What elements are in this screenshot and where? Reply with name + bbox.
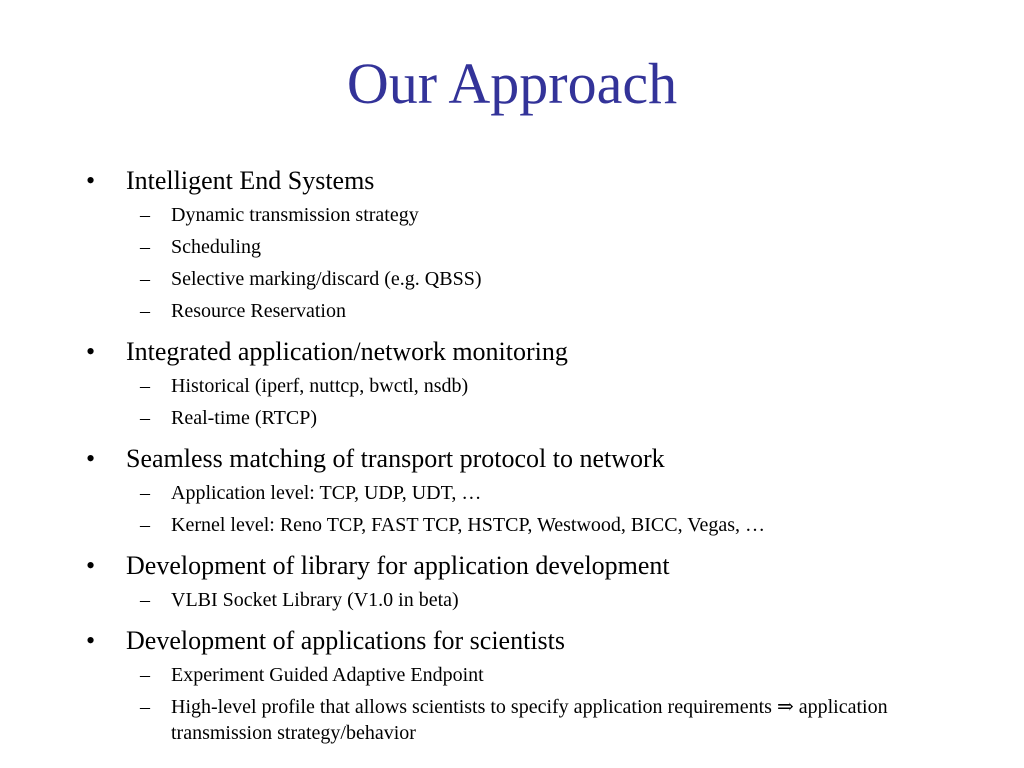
sub-bullet-text: Selective marking/discard (e.g. QBSS) <box>171 268 482 290</box>
bullet-text: Development of library for application development <box>126 551 670 580</box>
bullet-text: Seamless matching of transport protocol to network <box>126 444 665 473</box>
sub-bullet-text: Historical (iperf, nuttcp, bwctl, nsdb) <box>171 375 469 397</box>
sub-bullet-text: Dynamic transmission strategy <box>171 204 419 226</box>
sub-bullet-text: VLBI Socket Library (V1.0 in beta) <box>171 589 459 611</box>
sub-bullet-item <box>86 266 986 292</box>
dash-marker: – <box>140 407 150 429</box>
sub-bullet-text: Real-time (RTCP) <box>171 407 317 429</box>
dash-marker: – <box>140 236 150 258</box>
bullet-item <box>86 337 986 367</box>
sub-bullet-text: Scheduling <box>171 236 261 258</box>
bullet-item <box>86 444 986 474</box>
sub-bullet-text: High-level profile that allows scientists to specify application requirements ⇒ application transmission strategy/behavior <box>171 696 888 744</box>
sub-bullet-item <box>86 298 986 324</box>
dash-marker: – <box>140 696 150 718</box>
sub-bullet-item <box>86 202 986 228</box>
dash-marker: – <box>140 268 150 290</box>
bullet-item <box>86 551 986 581</box>
sub-bullet-item <box>86 694 986 746</box>
bullet-item <box>86 166 986 196</box>
sub-bullet-item <box>86 512 986 538</box>
bullet-marker: • <box>86 551 96 580</box>
dash-marker: – <box>140 482 150 504</box>
dash-marker: – <box>140 664 150 686</box>
dash-marker: – <box>140 589 150 611</box>
bullet-marker: • <box>86 166 96 195</box>
bullet-item <box>86 626 986 656</box>
sub-bullet-item <box>86 480 986 506</box>
bullet-text: Development of applications for scientists <box>126 626 566 655</box>
dash-marker: – <box>140 204 150 226</box>
slide-title: Our Approach <box>346 51 678 116</box>
bullet-marker: • <box>86 444 96 473</box>
dash-marker: – <box>140 375 150 397</box>
sub-bullet-text: Application level: TCP, UDP, UDT, … <box>171 482 482 504</box>
sub-bullet-item <box>86 587 986 613</box>
sub-bullet-item <box>86 662 986 688</box>
sub-bullet-text: Resource Reservation <box>171 300 346 322</box>
sub-bullet-item <box>86 405 986 431</box>
sub-bullet-item <box>86 234 986 260</box>
sub-bullet-item <box>86 373 986 399</box>
bullet-marker: • <box>86 337 96 366</box>
bullet-text: Integrated application/network monitoring <box>126 337 568 366</box>
bullet-text: Intelligent End Systems <box>126 166 375 195</box>
sub-bullet-text: Experiment Guided Adaptive Endpoint <box>171 664 484 686</box>
dash-marker: – <box>140 300 150 322</box>
dash-marker: – <box>140 514 150 536</box>
bullet-list <box>86 166 986 746</box>
sub-bullet-text: Kernel level: Reno TCP, FAST TCP, HSTCP, Westwood, BICC, Vegas, … <box>171 514 766 536</box>
bullet-marker: • <box>86 626 96 655</box>
